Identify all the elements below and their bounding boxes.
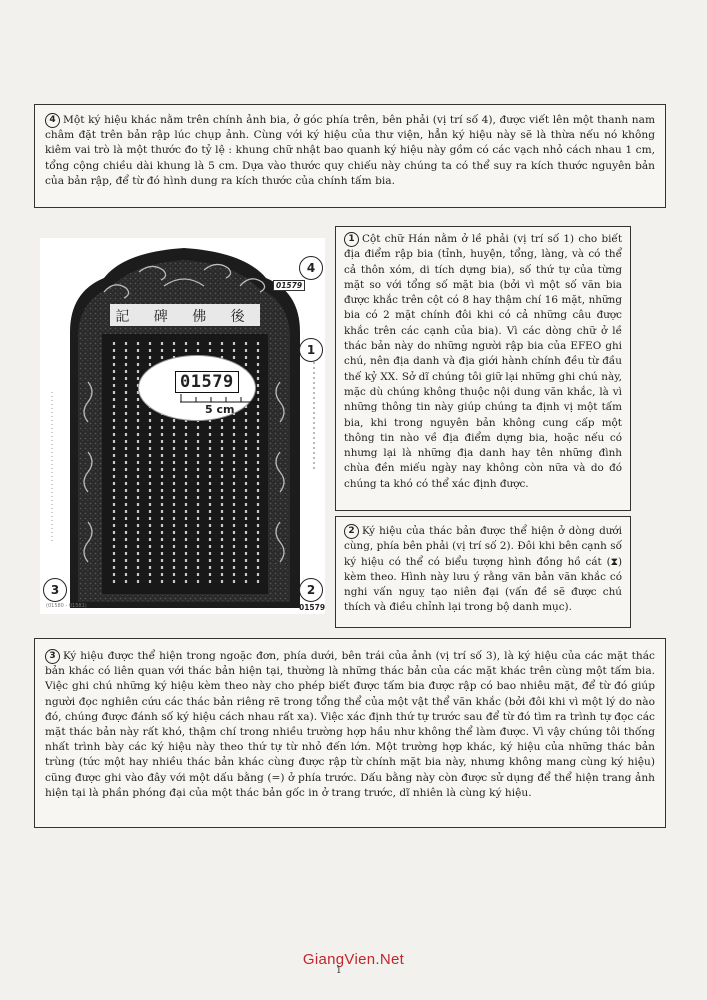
stele-image — [44, 242, 322, 608]
position-1-badge: 1 — [299, 338, 323, 362]
related-codes: (01580 - 01581) — [46, 603, 87, 609]
note-box-3 — [34, 638, 666, 828]
marker-3: 3 — [45, 649, 60, 664]
marker-1: 1 — [344, 232, 359, 247]
note-text-3: Ký hiệu được thể hiện trong ngoặc đơn, phía dưới, bên trái của ảnh (vị trí số 3), là ký hiệu của các mặt thác bản khác có liên quan với thác bản hiện tại, thường là những thác bản của các mặt khác trên cùng một tấm bia. Việc ghi chú những ký hiệu kèm theo này cho phép biết được tấm bia được rập có bao nhiêu mặt, để từ đó giúp người đọc nghiên cứu các thác bản riêng rẽ trong tổng thể của một vật thể văn khắc (bởi đôi khi vì một lý do nào đó, chúng được đánh số ký hiệu cách nhau rất xa). Việc xác định thứ tự trước sau để từ đó tìm ra trình tự đọc các mặt thác bản này rất khó, thậm chí trong nhiều trường hợp hầu như không thể làm được. Vì vậy chúng tôi thống nhất trình bày các ký hiệu này theo thứ tự từ nhỏ đến lớn. Một trường hợp khác, ký hiệu của những thác bản trùng (tức một hay nhiều thác bản khác cùng được rập từ chính mặt bia này, nhưng không mang cùng ký hiệu) cũng được ghi vào đây với một dấu bằng (=) ở phía trước. Dấu bằng này còn được sử dụng để thể hiện trang ảnh hiện tại là phần phóng đại của một thác bản gốc in ở trang trước, dĩ nhiên là cùng ký hiệu. — [45, 650, 655, 799]
magnet-code: 01579 — [273, 280, 305, 291]
note-box-4 — [34, 104, 666, 208]
callout-code: 01579 — [175, 371, 239, 393]
site-footer: GiangVien.Net — [302, 951, 405, 968]
page-number: 1 — [336, 966, 342, 976]
position-4-badge: 4 — [299, 256, 323, 280]
position-2-badge: 2 — [299, 578, 323, 602]
note-text-1: Cột chữ Hán nằm ở lề phải (vị trí số 1) cho biết địa điểm rập bia (tỉnh, huyện, tổng, làng, và có thể cả thôn xóm, di tích dựng bia), số thứ tự của từng mặt so với tổng số mặt bia (bởi vì một số văn bia được khắc trên cột có 8 hay thậm chí 16 mặt, những bia có 2 mặt chính đôi khi có cả những câu được khắc trên các cạnh của bia). Vì các dòng chữ ở lề thác bản này do những người rập bia của EFEO ghi chú, nên địa danh và địa giới hành chính đều từ đầu thế kỷ XX. Sở dĩ chúng tôi giữ lại những ghi chú này, mặc dù chúng không thuộc nội dung văn khắc, là vì những thông tin này giúp chúng ta định vị một tấm bia, khi trong nguyên bản không cung cấp một thông tin nào về địa điểm dựng bia, hoặc nếu có nhưng lại là những địa danh hay tên những đình chùa đền miếu ngày nay không còn nữa và do đó chúng ta khó có thể xác định được. — [344, 233, 622, 490]
note-text-2: Ký hiệu của thác bản được thể hiện ở dòng dưới cùng, phía bên phải (vị trí số 2). Đôi khi bên cạnh số ký hiệu có thể có biểu tượng hình đồng hồ cát (⧗) kèm theo. Hình này lưu ý rằng văn bản văn khắc có nghi vấn nguỵ tạo niên đại (vấn đề sẽ được chú thích và điều chỉnh lại trong bộ danh mục). — [344, 525, 622, 614]
note-box-2 — [335, 516, 631, 628]
note-box-1 — [335, 226, 631, 511]
rubbing-code: 01579 — [299, 603, 326, 612]
note-text-4: Một ký hiệu khác nằm trên chính ảnh bia, ở góc phía trên, bên phải (vị trí số 4), được viết lên một thanh nam châm đặt trên bản rập lúc chụp ảnh. Cùng với ký hiệu của thư viện, hẳn ký hiệu này sẽ là thừa nếu nó không kiêm vai trò là một thước đo tỷ lệ : khung chữ nhật bao quanh ký hiệu này gồm có các vạch nhỏ cách nhau 1 cm, tổng cộng chiều dài khung là 5 cm. Dựa vào thước quy chiếu này chúng ta có thể suy ra kích thước nguyên bản của bản rập, để từ đó hình dung ra kích thước của chính tấm bia. — [45, 114, 655, 187]
scale-ruler — [180, 394, 260, 403]
position-3-badge: 3 — [43, 578, 67, 602]
scale-label: 5 cm — [205, 403, 235, 416]
marker-4: 4 — [45, 113, 60, 128]
marker-2: 2 — [344, 524, 359, 539]
stele-title: 記 碑 佛 後 — [115, 309, 255, 325]
stele-rubbing-photo — [40, 238, 325, 614]
